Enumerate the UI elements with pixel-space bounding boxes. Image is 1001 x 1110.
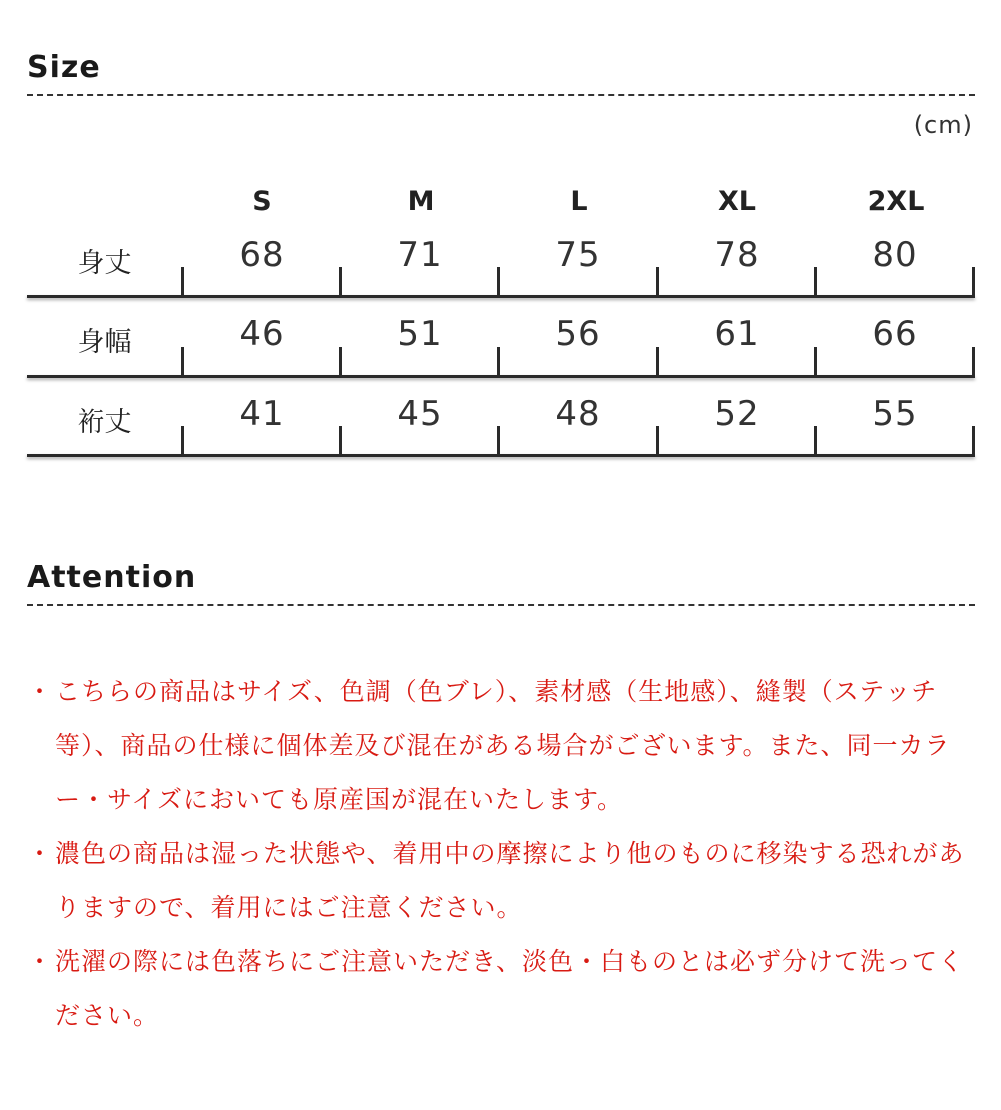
column-tick — [972, 426, 975, 456]
column-tick — [814, 347, 817, 377]
table-cell: 80 — [872, 235, 918, 275]
note-text: 濃色の商品は湿った状態や、着用中の摩擦により他のものに移染する恐れがありますので、着用にはご注意ください。 — [55, 839, 965, 922]
col-header-l: L — [570, 186, 588, 217]
bullet: ・ — [27, 839, 54, 868]
column-tick — [497, 426, 500, 456]
table-cell: 66 — [872, 314, 918, 354]
table-cell: 71 — [397, 235, 443, 275]
column-tick — [339, 347, 342, 377]
table-cell: 55 — [872, 394, 918, 434]
table-cell: 61 — [714, 314, 760, 354]
list-item — [27, 827, 987, 935]
table-cell: 75 — [555, 235, 601, 275]
row-baseline — [27, 375, 975, 378]
col-header-2xl: 2XL — [867, 186, 925, 217]
col-header-xl: XL — [717, 186, 757, 217]
column-tick — [814, 426, 817, 456]
column-tick — [656, 267, 659, 297]
row-label-sleeve-length: 裄丈 — [77, 407, 132, 438]
column-tick — [181, 267, 184, 297]
col-header-m: M — [407, 186, 435, 217]
column-tick — [972, 267, 975, 297]
table-cell: 51 — [397, 314, 443, 354]
row-baseline — [27, 454, 975, 457]
attention-divider — [27, 604, 975, 606]
size-title: Size — [27, 50, 101, 85]
note-text: こちらの商品はサイズ、色調（色ブレ）、素材感（生地感）、縫製（ステッチ等）、商品の仕様に個体差及び混在がある場合がございます。また、同一カラー・サイズにおいても原産国が混在いたします。 — [55, 677, 951, 814]
attention-title: Attention — [27, 560, 197, 595]
table-cell: 46 — [239, 314, 285, 354]
column-tick — [181, 347, 184, 377]
column-tick — [656, 426, 659, 456]
unit-label: (cm) — [913, 111, 973, 139]
list-item — [27, 665, 987, 827]
row-baseline — [27, 295, 975, 298]
column-tick — [656, 347, 659, 377]
table-cell: 48 — [555, 394, 601, 434]
table-cell: 68 — [239, 235, 285, 275]
column-tick — [497, 267, 500, 297]
table-cell: 78 — [714, 235, 760, 275]
column-tick — [339, 267, 342, 297]
row-label-body-width: 身幅 — [77, 327, 132, 358]
list-item — [27, 935, 987, 1043]
note-text: 洗濯の際には色落ちにご注意いただき、淡色・白ものとは必ず分けて洗ってください。 — [55, 947, 965, 1030]
col-header-s: S — [252, 186, 272, 217]
bullet: ・ — [27, 677, 54, 706]
attention-notes — [27, 665, 987, 1043]
size-divider — [27, 94, 975, 96]
table-cell: 52 — [714, 394, 760, 434]
row-label-body-length: 身丈 — [77, 248, 132, 279]
table-cell: 56 — [555, 314, 601, 354]
column-tick — [497, 347, 500, 377]
column-tick — [814, 267, 817, 297]
column-tick — [972, 347, 975, 377]
column-tick — [339, 426, 342, 456]
bullet: ・ — [27, 947, 54, 976]
table-cell: 45 — [397, 394, 443, 434]
table-cell: 41 — [239, 394, 285, 434]
column-tick — [181, 426, 184, 456]
